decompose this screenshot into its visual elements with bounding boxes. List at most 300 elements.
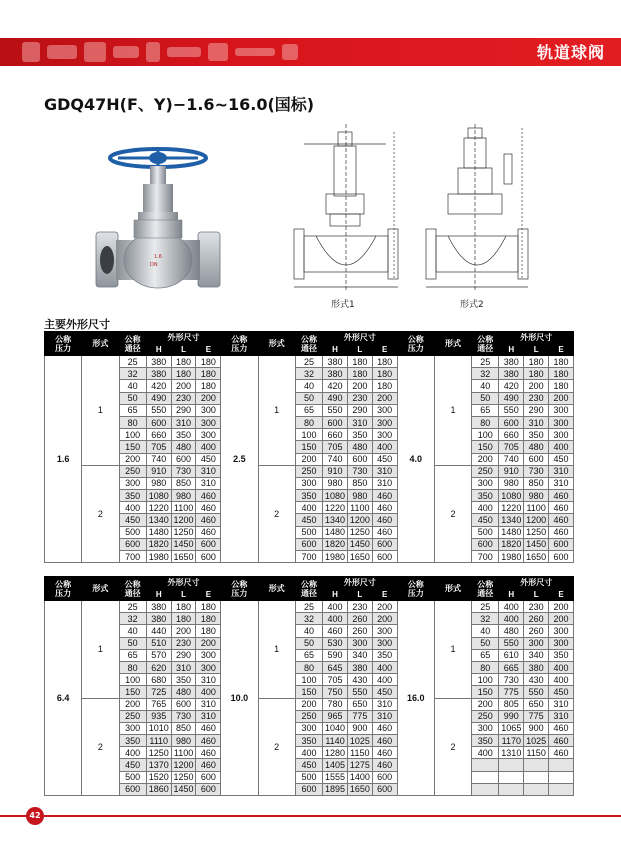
e-cell: 460 (196, 735, 221, 747)
bore-cell: 400 (295, 502, 322, 514)
bore-cell: 80 (295, 416, 322, 428)
e-cell: 310 (196, 477, 221, 489)
pressure-cell: 6.4 (45, 601, 82, 796)
table-row (45, 735, 574, 747)
header-bore: 公称 通径 (119, 577, 146, 601)
bore-cell: 65 (472, 404, 499, 416)
h-cell: 1280 (323, 747, 348, 759)
caption-form-2: 形式2 (460, 300, 484, 310)
e-cell: 600 (196, 551, 221, 563)
bore-cell: 25 (295, 356, 322, 368)
e-cell: 400 (196, 441, 221, 453)
l-cell: 480 (524, 441, 549, 453)
e-cell: 460 (549, 514, 574, 526)
h-cell: 1250 (146, 747, 171, 759)
bore-cell: 350 (472, 490, 499, 502)
h-cell: 1140 (323, 735, 348, 747)
bore-cell: 65 (295, 649, 322, 661)
bore-cell: 100 (295, 429, 322, 441)
bore-cell: 50 (295, 392, 322, 404)
e-cell: 600 (372, 551, 397, 563)
l-cell: 310 (347, 416, 372, 428)
h-cell: 1980 (323, 551, 348, 563)
drawing-form-2 (418, 124, 548, 294)
e-cell: 300 (196, 416, 221, 428)
h-cell: 550 (146, 404, 171, 416)
e-cell: 460 (372, 490, 397, 502)
l-cell: 230 (347, 601, 372, 613)
e-cell: 300 (372, 416, 397, 428)
l-cell: 850 (524, 477, 549, 489)
bore-cell: 100 (472, 429, 499, 441)
e-cell: 300 (196, 649, 221, 661)
bore-cell: 200 (295, 698, 322, 710)
bore-cell: 250 (295, 710, 322, 722)
header-h: H (323, 344, 348, 356)
footer-line (0, 815, 621, 817)
l-cell: 310 (171, 416, 196, 428)
h-cell: 740 (323, 453, 348, 465)
header-pressure: 公称 压力 (45, 577, 82, 601)
l-cell: 1650 (347, 551, 372, 563)
h-cell: 420 (323, 380, 348, 392)
l-cell: 730 (524, 465, 549, 477)
h-cell: 705 (499, 441, 524, 453)
e-cell: 450 (549, 453, 574, 465)
l-cell: 1200 (171, 759, 196, 771)
l-cell: 1250 (171, 526, 196, 538)
h-cell: 910 (499, 465, 524, 477)
e-cell: 310 (196, 698, 221, 710)
l-cell: 775 (347, 710, 372, 722)
e-cell: 310 (372, 465, 397, 477)
l-cell: 600 (524, 453, 549, 465)
e-cell: 310 (372, 698, 397, 710)
h-cell: 440 (146, 625, 171, 637)
bore-cell: 40 (295, 625, 322, 637)
header-form: 形式 (258, 332, 295, 356)
h-cell: 490 (146, 392, 171, 404)
bore-cell: 400 (119, 747, 146, 759)
e-cell: 180 (549, 380, 574, 392)
e-cell: 400 (196, 686, 221, 698)
bore-cell: 80 (295, 661, 322, 673)
h-cell: 1310 (499, 747, 524, 759)
bore-cell: 40 (295, 380, 322, 392)
header-l: L (171, 344, 196, 356)
h-cell: 600 (499, 416, 524, 428)
bore-cell: 32 (472, 613, 499, 625)
table-row (45, 429, 574, 441)
e-cell: 180 (196, 356, 221, 368)
bore-cell: 150 (472, 686, 499, 698)
bore-cell: 150 (119, 441, 146, 453)
h-cell: 660 (146, 429, 171, 441)
l-cell: 1025 (347, 735, 372, 747)
e-cell: 400 (372, 661, 397, 673)
form-cell: 1 (258, 356, 295, 466)
h-cell: 620 (146, 661, 171, 673)
l-cell: 1400 (347, 771, 372, 783)
table-row (45, 601, 574, 613)
h-cell: 490 (499, 392, 524, 404)
l-cell: 380 (524, 661, 549, 673)
header-e: E (372, 589, 397, 601)
e-cell: 600 (196, 538, 221, 550)
h-cell: 725 (146, 686, 171, 698)
h-cell: 1405 (323, 759, 348, 771)
l-cell: 1250 (347, 526, 372, 538)
table-row (45, 465, 574, 477)
e-cell: 460 (549, 747, 574, 759)
l-cell: 775 (524, 710, 549, 722)
table-row (45, 686, 574, 698)
bore-cell: 200 (295, 453, 322, 465)
l-cell: 850 (171, 722, 196, 734)
h-cell: 805 (499, 698, 524, 710)
e-cell: 460 (372, 735, 397, 747)
e-cell: 600 (372, 538, 397, 550)
l-cell: 1025 (524, 735, 549, 747)
form-cell: 1 (434, 356, 471, 466)
e-cell: 180 (372, 356, 397, 368)
l-cell: 980 (524, 490, 549, 502)
e-cell: 600 (196, 783, 221, 795)
e-cell: 600 (549, 538, 574, 550)
bore-cell: 80 (472, 661, 499, 673)
h-cell: 1080 (146, 490, 171, 502)
header-bore: 公称 通径 (472, 332, 499, 356)
form-cell: 2 (434, 465, 471, 563)
table-row (45, 368, 574, 380)
h-cell: 380 (146, 368, 171, 380)
l-cell: 1100 (524, 502, 549, 514)
e-cell: 300 (372, 404, 397, 416)
l-cell: 1100 (347, 502, 372, 514)
e-cell: 300 (549, 416, 574, 428)
form-cell: 1 (82, 601, 119, 699)
l-cell: 350 (171, 674, 196, 686)
l-cell: 350 (171, 429, 196, 441)
header-title: 轨道球阀 (536, 43, 605, 62)
h-cell: 705 (323, 441, 348, 453)
h-cell: 380 (323, 356, 348, 368)
drawing-form-1 (286, 124, 416, 294)
e-cell (549, 771, 574, 783)
h-cell: 705 (146, 441, 171, 453)
h-cell: 380 (146, 613, 171, 625)
l-cell: 600 (171, 698, 196, 710)
e-cell: 300 (549, 404, 574, 416)
e-cell: 450 (372, 686, 397, 698)
bore-cell (472, 771, 499, 783)
l-cell: 300 (524, 637, 549, 649)
l-cell: 730 (171, 710, 196, 722)
l-cell: 260 (524, 625, 549, 637)
l-cell: 180 (171, 601, 196, 613)
h-cell: 1480 (499, 526, 524, 538)
bore-cell: 100 (119, 674, 146, 686)
header-e: E (372, 344, 397, 356)
h-cell: 1980 (146, 551, 171, 563)
l-cell: 650 (347, 698, 372, 710)
l-cell: 290 (171, 649, 196, 661)
h-cell: 910 (146, 465, 171, 477)
bore-cell: 65 (295, 404, 322, 416)
h-cell: 665 (499, 661, 524, 673)
pressure-cell: 4.0 (397, 356, 434, 563)
l-cell: 340 (347, 649, 372, 661)
h-cell: 510 (146, 637, 171, 649)
bore-cell: 450 (295, 759, 322, 771)
header-h: H (499, 344, 524, 356)
header-pressure: 公称 压力 (397, 577, 434, 601)
header-form: 形式 (82, 332, 119, 356)
bore-cell: 250 (119, 710, 146, 722)
bore-cell: 50 (472, 637, 499, 649)
table-row (45, 490, 574, 502)
h-cell: 530 (323, 637, 348, 649)
form-cell: 2 (434, 698, 471, 796)
e-cell: 600 (196, 771, 221, 783)
h-cell: 490 (323, 392, 348, 404)
e-cell: 310 (372, 710, 397, 722)
e-cell: 310 (549, 465, 574, 477)
table-row (45, 441, 574, 453)
h-cell: 460 (323, 625, 348, 637)
l-cell: 230 (171, 392, 196, 404)
bore-cell: 32 (295, 368, 322, 380)
e-cell: 460 (196, 747, 221, 759)
bore-cell: 80 (472, 416, 499, 428)
e-cell: 460 (549, 735, 574, 747)
bore-cell: 500 (295, 526, 322, 538)
h-cell: 1065 (499, 722, 524, 734)
table-row (45, 661, 574, 673)
table-row (45, 416, 574, 428)
bore-cell: 32 (472, 368, 499, 380)
table-row (45, 514, 574, 526)
table-row (45, 356, 574, 368)
h-cell: 740 (499, 453, 524, 465)
bore-cell: 400 (295, 747, 322, 759)
e-cell: 300 (196, 404, 221, 416)
bore-cell: 450 (119, 759, 146, 771)
l-cell: 200 (347, 380, 372, 392)
e-cell: 460 (372, 747, 397, 759)
l-cell: 310 (171, 661, 196, 673)
h-cell: 550 (323, 404, 348, 416)
l-cell: 1150 (347, 747, 372, 759)
l-cell: 1450 (171, 783, 196, 795)
l-cell: 260 (347, 613, 372, 625)
form-cell: 1 (82, 356, 119, 466)
header-pressure: 公称 压力 (397, 332, 434, 356)
header-pressure: 公称 压力 (45, 332, 82, 356)
bore-cell: 450 (472, 514, 499, 526)
bore-cell: 300 (119, 722, 146, 734)
l-cell: 980 (171, 490, 196, 502)
e-cell: 460 (196, 722, 221, 734)
e-cell: 200 (549, 613, 574, 625)
form-cell: 2 (258, 698, 295, 796)
valve-photo (88, 132, 228, 307)
svg-text:DN: DN (150, 262, 158, 268)
l-cell: 230 (171, 637, 196, 649)
h-cell: 610 (499, 649, 524, 661)
h-cell: 1220 (146, 502, 171, 514)
pressure-cell: 16.0 (397, 601, 434, 796)
h-cell: 705 (323, 674, 348, 686)
bore-cell: 500 (295, 771, 322, 783)
e-cell: 200 (196, 392, 221, 404)
bore-cell: 450 (295, 514, 322, 526)
l-cell: 290 (347, 404, 372, 416)
l-cell: 480 (171, 441, 196, 453)
e-cell: 600 (372, 783, 397, 795)
h-cell: 1340 (499, 514, 524, 526)
header-pressure: 公称 压力 (221, 332, 258, 356)
e-cell: 460 (196, 502, 221, 514)
h-cell: 660 (499, 429, 524, 441)
table-row (45, 625, 574, 637)
table-row (45, 637, 574, 649)
h-cell: 600 (146, 416, 171, 428)
bore-cell: 32 (119, 368, 146, 380)
e-cell: 310 (549, 698, 574, 710)
h-cell: 1370 (146, 759, 171, 771)
e-cell: 200 (372, 601, 397, 613)
l-cell (524, 783, 549, 795)
h-cell: 740 (146, 453, 171, 465)
l-cell: 230 (347, 392, 372, 404)
e-cell: 180 (549, 368, 574, 380)
e-cell: 180 (196, 613, 221, 625)
header-dims: 外形尺寸 (323, 332, 397, 344)
e-cell: 300 (196, 661, 221, 673)
h-cell: 1820 (323, 538, 348, 550)
l-cell: 1200 (524, 514, 549, 526)
table-row (45, 526, 574, 538)
header-form: 形式 (434, 332, 471, 356)
e-cell (549, 759, 574, 771)
table-row (45, 698, 574, 710)
l-cell: 730 (171, 465, 196, 477)
header-form: 形式 (82, 577, 119, 601)
l-cell: 1200 (171, 514, 196, 526)
table-row (45, 404, 574, 416)
h-cell: 400 (499, 601, 524, 613)
h-cell: 1080 (323, 490, 348, 502)
h-cell: 1010 (146, 722, 171, 734)
bore-cell: 40 (472, 625, 499, 637)
l-cell: 980 (171, 735, 196, 747)
header-bore: 公称 通径 (119, 332, 146, 356)
e-cell: 400 (372, 441, 397, 453)
bore-cell: 200 (472, 453, 499, 465)
h-cell: 480 (499, 625, 524, 637)
e-cell: 200 (549, 601, 574, 613)
table-row (45, 771, 574, 783)
table-row (45, 453, 574, 465)
l-cell: 600 (347, 453, 372, 465)
bore-cell: 300 (295, 477, 322, 489)
bore-cell: 350 (119, 490, 146, 502)
h-cell: 1040 (323, 722, 348, 734)
svg-text:1.6: 1.6 (154, 254, 162, 260)
header-h: H (499, 589, 524, 601)
h-cell: 775 (499, 686, 524, 698)
h-cell: 420 (499, 380, 524, 392)
h-cell: 380 (499, 356, 524, 368)
e-cell: 310 (549, 710, 574, 722)
l-cell: 550 (524, 686, 549, 698)
bore-cell: 350 (295, 490, 322, 502)
header-dims: 外形尺寸 (146, 332, 220, 344)
l-cell: 200 (171, 625, 196, 637)
h-cell: 730 (499, 674, 524, 686)
l-cell: 340 (524, 649, 549, 661)
l-cell: 1150 (524, 747, 549, 759)
bore-cell: 700 (295, 551, 322, 563)
l-cell: 850 (347, 477, 372, 489)
bore-cell: 25 (472, 356, 499, 368)
header-l: L (524, 344, 549, 356)
l-cell: 310 (524, 416, 549, 428)
bore-cell: 50 (119, 637, 146, 649)
bore-cell: 50 (472, 392, 499, 404)
bore-cell: 80 (119, 661, 146, 673)
bore-cell: 32 (295, 613, 322, 625)
l-cell: 380 (347, 661, 372, 673)
bore-cell: 200 (119, 453, 146, 465)
bore-cell (472, 759, 499, 771)
header-bore: 公称 通径 (472, 577, 499, 601)
e-cell: 300 (196, 429, 221, 441)
header-e: E (549, 344, 574, 356)
e-cell: 450 (372, 453, 397, 465)
l-cell: 1250 (171, 771, 196, 783)
h-cell: 980 (146, 477, 171, 489)
table-row (45, 783, 574, 795)
e-cell: 300 (549, 637, 574, 649)
e-cell: 460 (196, 490, 221, 502)
h-cell: 910 (323, 465, 348, 477)
h-cell: 980 (499, 477, 524, 489)
header-h: H (146, 344, 171, 356)
h-cell: 1110 (146, 735, 171, 747)
bore-cell: 500 (119, 526, 146, 538)
e-cell: 350 (549, 649, 574, 661)
h-cell: 750 (323, 686, 348, 698)
h-cell: 1820 (499, 538, 524, 550)
bore-cell: 300 (472, 722, 499, 734)
table-row (45, 710, 574, 722)
bore-cell: 500 (472, 526, 499, 538)
h-cell: 1170 (499, 735, 524, 747)
band-decoration (22, 40, 298, 64)
h-cell: 1820 (146, 538, 171, 550)
l-cell: 1450 (171, 538, 196, 550)
l-cell: 180 (171, 356, 196, 368)
header-form: 形式 (258, 577, 295, 601)
bore-cell: 400 (472, 747, 499, 759)
e-cell: 200 (372, 392, 397, 404)
bore-cell: 25 (295, 601, 322, 613)
table-row (45, 674, 574, 686)
e-cell: 200 (196, 637, 221, 649)
bore-cell: 500 (119, 771, 146, 783)
